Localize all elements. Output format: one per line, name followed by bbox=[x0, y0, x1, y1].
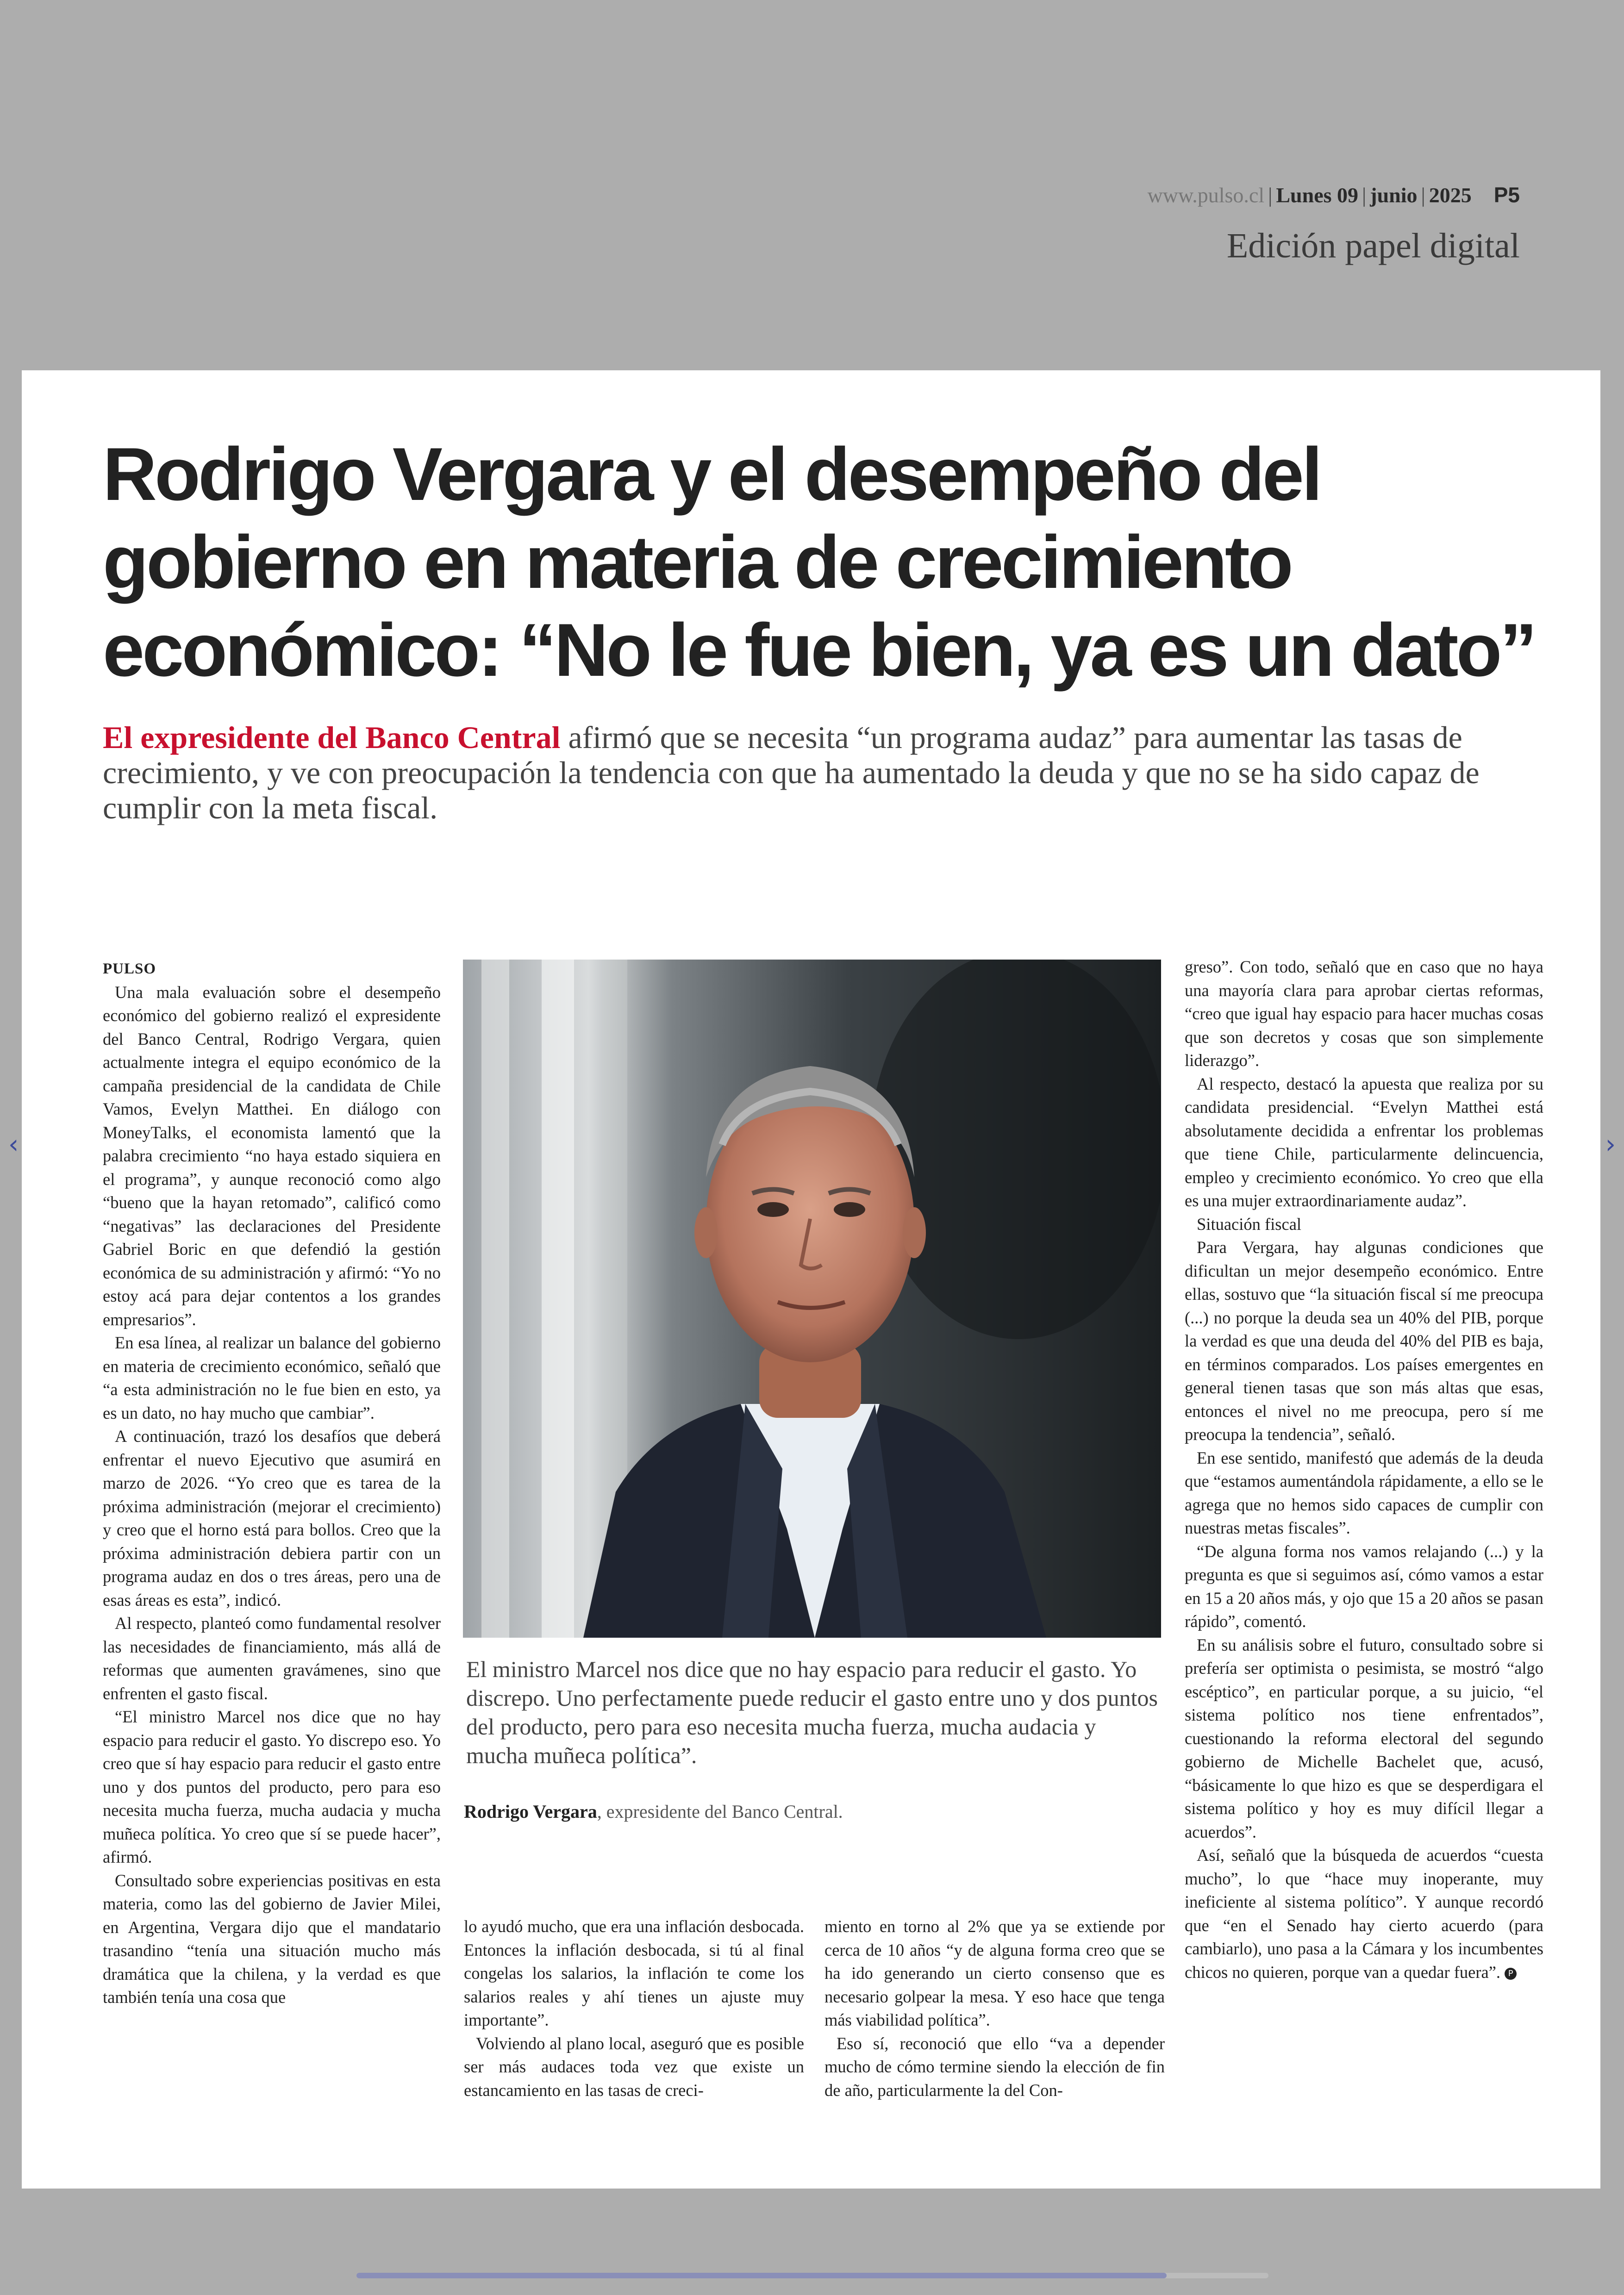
pull-quote: El ministro Marcel nos dice que no hay espacio para reducir el gasto. Yo discrepo. Uno perfectamente puede reducir el gasto entre uno y dos puntos del producto, pero para eso necesita mucha fuerza, mucha audacia y mucha muñeca política”. bbox=[466, 1656, 1158, 1768]
paragraph: miento en torno al 2% que ya se extiende por cerca de 10 años “y de alguna forma creo que se ha ido generando un cierto consenso que es necesario golpear la mesa. Y eso hace que tenga más viabilidad política”. bbox=[824, 1917, 1165, 2029]
paragraph: Al respecto, destacó la apuesta que realiza por su candidata presidencial. “Evelyn Matthei está absolutamente decidida a enfrentar los problemas que tiene Chile, particularmente delincuencia, empleo y crecimiento económico. Yo creo que ella es una mujer extraordinariamente audaz”. bbox=[1185, 1074, 1543, 1210]
article-column-2 bbox=[464, 1915, 804, 2102]
headline-line: económico: “No le fue bien, ya es un dato” bbox=[103, 608, 1535, 692]
final-paragraph-text: Así, señaló que la búsqueda de acuerdos “cuesta mucho”, lo que “hace muy inoperante, muy ineficiente al sistema político”. Y aunque recordó que “en el Senado hay cierto acuerdo (para cambiarlo), uno pasa a la Cámara y los incumbentes chicos no quieren, porque van a quedar fuera”. bbox=[1185, 1846, 1543, 1982]
paragraph: greso”. Con todo, señaló que en caso que no haya una mayoría clara para aprobar ciertas reformas, “creo que igual hay espacio para hacer muchas cosas que son decretos y cosas que son simplemente liderazgo”. bbox=[1185, 957, 1543, 1070]
paragraph: En su análisis sobre el futuro, consultado sobre si prefería ser optimista o pesimista, se mostró “algo escéptico”, en particular porque, a su juicio, “el sistema político nos tiene enfrentados”, cuestionando la reforma electoral del segundo gobierno de Michelle Bachelet que, acusó, “básicamente lo que hizo es que se desperdigara el sistema político y hoy es muy difícil llegar a acuerdos”. bbox=[1185, 1635, 1543, 1841]
issue-day: Lunes 09 bbox=[1276, 183, 1359, 207]
deck bbox=[103, 720, 1538, 825]
chevron-left-icon[interactable]: ‹ bbox=[8, 1129, 19, 1160]
deck-lead: El expresidente del Banco Central bbox=[103, 720, 561, 755]
headline-line: gobierno en materia de crecimiento bbox=[103, 520, 1291, 604]
article-column-3 bbox=[824, 1915, 1165, 2102]
deck-text: afirmó que se necesita “un programa audaz” para aumentar las tasas de crecimiento, y ve con preocupación la tendencia con que ha aumentado la deuda y que no se ha sido capaz de cumplir con la meta fiscal. bbox=[103, 720, 1480, 825]
scrollbar-thumb[interactable] bbox=[356, 2273, 1167, 2278]
subhead: Situación fiscal bbox=[1197, 1214, 1302, 1234]
paragraph: Consultado sobre experiencias positivas en esta materia, como las del gobierno de Javier Milei, en Argentina, Vergara dijo que el mandatario trasandino “tenía una situación mucho más dramática que la chilena, y la verdad es que también tenía una cosa que bbox=[103, 1871, 441, 2007]
headline-line: Rodrigo Vergara y el desempeño del bbox=[103, 432, 1320, 516]
paragraph bbox=[1185, 1844, 1543, 1984]
article-column-1 bbox=[103, 957, 441, 2009]
paragraph: Al respecto, planteó como fundamental resolver las necesidades de financiamiento, más allá de reformas que aumenten gravámenes, sino que enfrenten el gasto fiscal. bbox=[103, 1614, 441, 1703]
portrait-illustration bbox=[463, 960, 1161, 1638]
masthead: www.pulso.cl | Lunes 09 | junio | 2025 P5 bbox=[1147, 183, 1520, 207]
edition-label: Edición papel digital bbox=[1226, 226, 1520, 265]
paragraph: Para Vergara, hay algunas condiciones que dificultan un mejor desempeño económico. Entre ellas, sostuvo que “la situación fiscal sí me preocupa (...) no porque la deuda sea un 40% del PIB, porque la verdad es que una deuda del 40% del PIB es baja, en términos comparados. Los países emergentes en general tienen tasas que son más altas que esas, entonces el nivel no me preocupa, pero sí me preocupa la tendencia”, señaló. bbox=[1185, 1238, 1543, 1444]
credit-name: Rodrigo Vergara bbox=[464, 1801, 597, 1822]
paragraph: Eso sí, reconoció que ello “va a depender mucho de cómo termine siendo la elección de fin de año, particularmente la del Con- bbox=[824, 2033, 1165, 2100]
article-column-4 bbox=[1185, 955, 1543, 1984]
paragraph: “De alguna forma nos vamos relajando (...) y la pregunta es que si seguimos así, cómo vamos a estar en 15 a 20 años más, y ojo que 15 a 20 años se pasan rápido”, comentó. bbox=[1185, 1541, 1543, 1631]
portrait-photo bbox=[463, 960, 1161, 1638]
chevron-right-icon[interactable]: › bbox=[1605, 1129, 1616, 1160]
paragraph: En ese sentido, manifestó que además de la deuda que “estamos aumentándola rápidamente, a ello se le agrega que no hemos sido capaces de cumplir con nuestras metas fiscales”. bbox=[1185, 1448, 1543, 1537]
credit-role: , expresidente del Banco Central. bbox=[597, 1801, 843, 1822]
paragraph: Una mala evaluación sobre el desempeño económico del gobierno realizó el expresidente del Banco Central, Rodrigo Vergara, quien actualmente integra el equipo económico de la campaña presidencial de la candidata de Chile Vamos, Evelyn Matthei. En diálogo con MoneyTalks, el economista lamentó que la palabra crecimiento “no haya estado siquiera en el programa”, y aunque reconoció como algo “bueno que la hayan retomado”, calificó como “negativas” las declaraciones del Presidente Gabriel Boric en que defendió la gestión económica de su administración y afirmó: “Yo no estoy acá para dejar contentos a los grandes empresarios”. bbox=[103, 982, 441, 1329]
site-url[interactable]: www.pulso.cl bbox=[1147, 183, 1265, 207]
section-tag: PULSO bbox=[103, 960, 156, 977]
issue-year: 2025 bbox=[1429, 183, 1472, 207]
headline bbox=[103, 430, 1561, 694]
end-of-article-icon: P bbox=[1505, 1968, 1517, 1980]
issue-month: junio bbox=[1370, 183, 1418, 207]
paragraph: “El ministro Marcel nos dice que no hay espacio para reducir el gasto. Yo discrepo eso. Yo creo que sí hay espacio para reducir el gasto entre uno y dos puntos del producto, pero para eso necesita mucha fuerza, mucha audacia y mucha muñeca política. Yo creo que sí se puede hacer”, afirmó. bbox=[103, 1707, 441, 1866]
page-number: P5 bbox=[1493, 183, 1520, 207]
photo-credit bbox=[464, 1801, 1158, 1822]
paragraph: En esa línea, al realizar un balance del gobierno en materia de crecimiento económico, señaló que “a esta administración no le fue bien en esto, ya es un dato, no hay mucho que cambiar”. bbox=[103, 1333, 441, 1422]
paragraph: lo ayudó mucho, que era una inflación desbocada. Entonces la inflación desbocada, si tú al final congelas los salarios, la inflación te come los salarios reales y ahí tienes un ajuste muy importante”. bbox=[464, 1917, 804, 2029]
paragraph: Volviendo al plano local, aseguró que es posible ser más audaces toda vez que existe un estancamiento en las tasas de creci- bbox=[464, 2033, 804, 2100]
paragraph: A continuación, trazó los desafíos que deberá enfrentar el nuevo Ejecutivo que asumirá en marzo de 2026. “Yo creo que es tarea de la próxima administración (mejorar el crecimiento) y creo que el horno está para bollos. Creo que la próxima administración debiera partir con un programa audaz en dos o tres áreas, pero una de esas áreas es esta”, indicó. bbox=[103, 1427, 441, 1609]
